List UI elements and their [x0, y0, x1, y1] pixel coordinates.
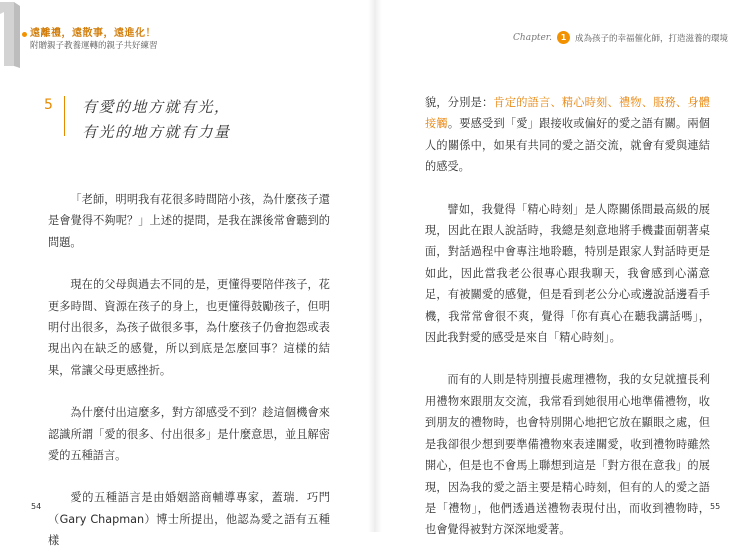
highlight-term: 肯定的語言: [493, 96, 551, 109]
paragraph: 愛的五種語言是由婚姻諮商輔導專家，蓋瑞．巧門（Gary Chapman）博士所提出，他認為愛之語有五種樣: [48, 491, 330, 548]
chapter-label: Chapter.: [513, 32, 552, 43]
book-title: 遠離禮，遠散事，遠進化！: [30, 28, 156, 39]
section-title-line1: 有愛的地方就有光，: [82, 98, 231, 116]
bullet-dot-icon: [22, 32, 27, 37]
book-gutter-shadow: [368, 0, 382, 532]
paragraph: 而有的人則是特別擅長處理禮物，我的女兒就擅長利用禮物來跟朋友交流，我常看到她很用心地準備禮物，收到朋友的禮物時，也會特別開心地把它放在顯眼之處，但是我卻很少想到要準備禮物來表達關愛，收到禮物時雖然開心，但是也不會馬上聯想到這是「對方很在意我」的展現，因為我的愛之語主要是精心時刻，但有的人的愛之語是「禮物」，他們透過送禮物表現付出，而收到禮物時，也會覺得被對方深深地愛著。: [425, 373, 710, 537]
highlight-term: 身體接觸: [425, 96, 710, 131]
chapter-one-decoration-icon: [0, 0, 22, 68]
text-run: 貌，分別是：: [425, 96, 494, 109]
highlight-term: 禮物: [618, 96, 642, 109]
text-run: 。要感受到「愛」跟接收或偏好的愛之語有關。兩個人的關係中，如果有共同的愛之語交流，就會有愛與連結的感受。: [425, 117, 710, 174]
running-header: [30, 27, 158, 52]
right-body-text: [425, 92, 710, 541]
left-body-text: [48, 189, 330, 552]
left-page: [0, 0, 375, 548]
page-number-left: 54: [31, 502, 42, 511]
section-title: [82, 95, 231, 145]
paragraph: 為什麼付出這麼多，對方卻感受不到？趁這個機會來認識所謂「愛的很多、付出很多」是什麼意思，並且解密愛的五種語言。: [48, 406, 330, 463]
page-number-right: 55: [710, 502, 721, 511]
paragraph: 譬如，我覺得「精心時刻」是人際關係間最高級的展現，因此在跟人說話時，我總是刻意地將手機畫面朝著桌面，對話過程中會專注地聆聽，特別是跟家人對話時更是如此，因此當我老公很專心跟我聊天，我會感到心滿意足，有被關愛的感覺，但是看到老公分心或邊說話邊看手機，我常常會很不爽，覺得「你有真心在聽我講話嗎」，因此我對愛的感受是來自「精心時刻」。: [425, 202, 710, 345]
section-number: 5: [44, 97, 53, 113]
separator: 、: [550, 96, 562, 109]
paragraph: 「老師，明明我有花很多時間陪小孩，為什麼孩子還是會覺得不夠呢？」上述的提問，是我在課後常會聽到的問題。: [48, 193, 330, 249]
book-subtitle: 附贈親子教養運轉的親子共好練習: [30, 41, 158, 51]
separator: 、: [641, 96, 654, 109]
separator: 、: [675, 96, 688, 109]
paragraph: [425, 92, 710, 178]
highlight-term: 精心時刻: [561, 96, 608, 109]
chapter-header: [513, 31, 728, 44]
section-title-line2: 有光的地方就有力量: [82, 123, 231, 141]
chapter-number-badge: 1: [557, 31, 570, 44]
separator: 、: [607, 96, 619, 109]
chapter-title: 成為孩子的幸福催化師，打造滋養的環境: [574, 33, 728, 44]
paragraph: 現在的父母與過去不同的是，更懂得要陪伴孩子，花更多時間、資源在孩子的身上，也更懂得鼓勵孩子，但明明付出很多，為孩子做很多事，為什麼孩子仍會抱怨或表現出內在缺乏的感覺，所以到底是怎麼回事？這樣的結果，常讓父母更感挫折。: [48, 278, 330, 377]
highlight-term: 服務: [653, 96, 676, 109]
section-divider: [64, 96, 65, 136]
